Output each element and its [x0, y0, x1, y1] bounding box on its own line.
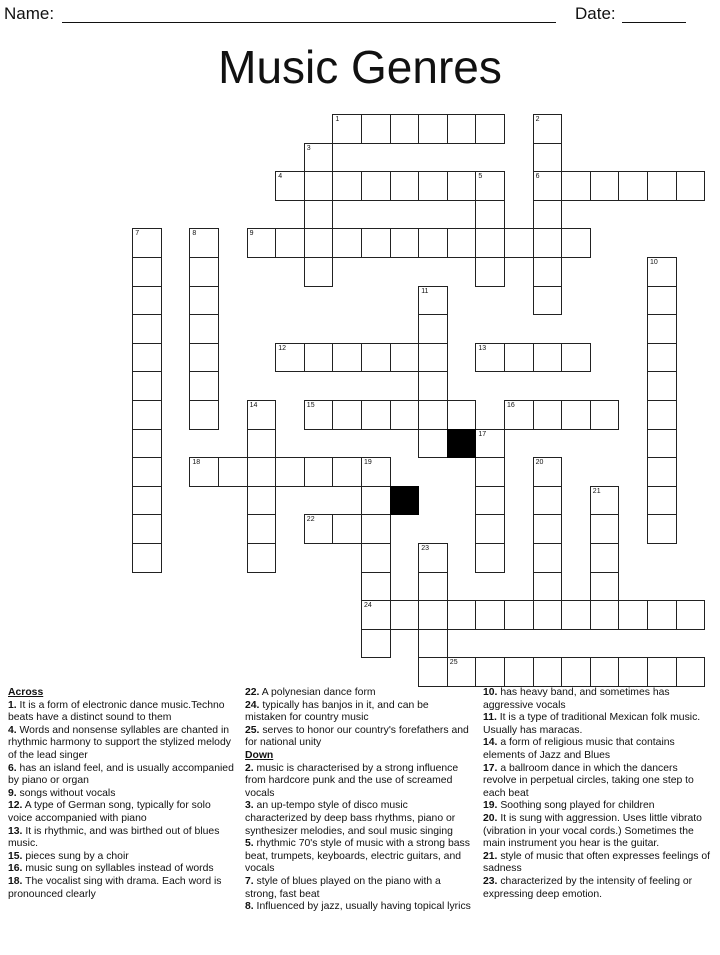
grid-cell[interactable]: [647, 486, 677, 516]
grid-cell[interactable]: [275, 457, 305, 487]
grid-cell[interactable]: [361, 400, 391, 430]
grid-cell[interactable]: [447, 114, 477, 144]
grid-cell[interactable]: [418, 400, 448, 430]
cell-number: 24: [364, 602, 372, 610]
grid-cell[interactable]: [533, 343, 563, 373]
clue-number: 9.: [8, 787, 17, 799]
grid-cell[interactable]: [475, 600, 505, 630]
grid-cell[interactable]: [189, 286, 219, 316]
grid-cell[interactable]: [361, 600, 391, 630]
grid-cell[interactable]: [418, 228, 448, 258]
grid-cell[interactable]: [275, 228, 305, 258]
down-clue-list: [245, 763, 473, 914]
across-clue: [245, 687, 473, 700]
grid-cell[interactable]: [332, 171, 362, 201]
grid-cell[interactable]: [475, 657, 505, 687]
grid-cell[interactable]: [361, 486, 391, 516]
grid-cell[interactable]: [533, 228, 563, 258]
down-clue: [245, 838, 473, 876]
clue-text: It is rhythmic, and was birthed out of blues music.: [8, 825, 220, 850]
clue-number: 3.: [245, 800, 254, 812]
grid-cell[interactable]: [504, 400, 534, 430]
grid-cell[interactable]: [332, 400, 362, 430]
cell-number: 12: [278, 344, 286, 352]
grid-cell[interactable]: [390, 114, 420, 144]
across-clue: [8, 863, 236, 876]
clue-number: 11.: [483, 712, 497, 724]
cell-number: 13: [478, 344, 487, 352]
grid-cell[interactable]: [132, 429, 162, 459]
clue-number: 21.: [483, 850, 498, 862]
grid-cell[interactable]: [475, 257, 505, 287]
grid-cell[interactable]: [533, 257, 563, 287]
across-clue: [8, 700, 236, 725]
grid-cell[interactable]: [533, 457, 563, 487]
clue-number: 4.: [8, 724, 17, 736]
grid-cell[interactable]: [304, 200, 334, 230]
clue-number: 1.: [8, 699, 17, 711]
grid-cell[interactable]: [561, 657, 591, 687]
grid-cell[interactable]: [189, 257, 219, 287]
grid-cell[interactable]: [418, 314, 448, 344]
across-clue: [8, 763, 236, 788]
clue-number: 10.: [483, 687, 498, 698]
grid-cell[interactable]: [647, 257, 677, 287]
grid-cell[interactable]: [189, 371, 219, 401]
clue-text: style of music that often expresses feelings of sadness: [483, 850, 710, 875]
grid-cell[interactable]: [361, 543, 391, 573]
clue-number: 6.: [8, 762, 17, 774]
grid-cell[interactable]: [475, 200, 505, 230]
grid-cell[interactable]: [418, 657, 448, 687]
cell-number: 19: [364, 459, 372, 467]
grid-cell[interactable]: [390, 343, 420, 373]
cell-number: 7: [135, 230, 140, 238]
clue-text: typically has banjos in it, and can be mistaken for country music: [245, 699, 429, 724]
clue-text: rhythmic 70's style of music with a strong bass beat, trumpets, keyboards, electric guitars, and vocals: [245, 838, 470, 875]
grid-cell[interactable]: [561, 400, 591, 430]
grid-cell[interactable]: [561, 228, 591, 258]
grid-cell[interactable]: [475, 114, 505, 144]
clue-number: 13.: [8, 825, 23, 837]
grid-cell[interactable]: [647, 371, 677, 401]
cell-number: 16: [507, 402, 515, 409]
across-clue-list: [8, 700, 236, 902]
grid-cell[interactable]: [132, 371, 162, 401]
clue-number: 20.: [483, 812, 498, 824]
grid-cell[interactable]: [361, 457, 391, 487]
across-clue: [8, 876, 236, 901]
grid-cell[interactable]: [590, 572, 620, 602]
clue-text: a form of religious music that contains elements of Jazz and Blues: [483, 737, 675, 761]
across-clue: [8, 725, 236, 763]
grid-cell[interactable]: [247, 457, 277, 487]
clue-number: 5.: [245, 838, 254, 850]
grid-cell[interactable]: [533, 657, 563, 687]
grid-cell[interactable]: [475, 486, 505, 516]
grid-cell[interactable]: [590, 400, 620, 430]
grid-cell[interactable]: [218, 457, 248, 487]
grid-cell[interactable]: [647, 400, 677, 430]
name-label: Name:: [4, 4, 55, 23]
grid-cell[interactable]: [647, 286, 677, 316]
grid-cell[interactable]: [647, 343, 677, 373]
grid-cell[interactable]: [676, 600, 706, 630]
grid-cell[interactable]: [475, 543, 505, 573]
grid-cell[interactable]: [361, 228, 391, 258]
black-cell: [447, 429, 477, 459]
grid-cell[interactable]: [647, 429, 677, 459]
down-clue: [245, 901, 473, 914]
clue-text: It is a form of electronic dance music.Techno beats have a distinct sound to them: [8, 699, 225, 724]
down-clue: [245, 800, 473, 838]
grid-cell[interactable]: [247, 228, 277, 258]
grid-cell[interactable]: [390, 400, 420, 430]
clue-text: has an island feel, and is usually accompanied by piano or organ: [8, 762, 234, 787]
clue-column-2: [245, 687, 473, 914]
clue-number: 7.: [245, 875, 254, 887]
grid-cell[interactable]: [447, 228, 477, 258]
grid-cell[interactable]: [533, 171, 563, 201]
grid-cell[interactable]: [247, 514, 277, 544]
grid-cell[interactable]: [504, 343, 534, 373]
date-label: Date:: [575, 4, 616, 23]
grid-cell[interactable]: [475, 228, 505, 258]
grid-cell[interactable]: [533, 600, 563, 630]
grid-cell[interactable]: [247, 486, 277, 516]
cell-number: 20: [535, 459, 544, 467]
grid-cell[interactable]: [332, 457, 362, 487]
grid-cell[interactable]: [332, 114, 362, 144]
cell-number: 10: [650, 259, 658, 266]
clue-text: style of blues played on the piano with a strong, fast beat: [245, 875, 441, 900]
clue-number: 15.: [8, 850, 23, 862]
clue-number: 18.: [8, 875, 23, 887]
cell-number: 17: [478, 430, 487, 438]
grid-cell[interactable]: [361, 171, 391, 201]
grid-cell[interactable]: [618, 657, 648, 687]
clue-number: 14.: [483, 737, 498, 749]
grid-cell[interactable]: [533, 143, 563, 173]
clue-text: characterized by the intensity of feeling or expressing deep emotion.: [483, 875, 693, 900]
grid-cell[interactable]: [132, 286, 162, 316]
clue-number: 24.: [245, 699, 260, 711]
grid-cell[interactable]: [304, 171, 334, 201]
grid-cell[interactable]: [590, 657, 620, 687]
cell-number: 4: [278, 173, 283, 181]
grid-cell[interactable]: [647, 514, 677, 544]
clue-number: 22.: [245, 687, 260, 698]
puzzle-title: Music Genres: [218, 41, 502, 93]
clue-text: songs without vocals: [16, 787, 116, 799]
grid-cell[interactable]: [647, 314, 677, 344]
grid-cell[interactable]: [533, 514, 563, 544]
grid-cell[interactable]: [475, 171, 505, 201]
cell-number: 18: [192, 459, 201, 467]
grid-cell[interactable]: [533, 200, 563, 230]
grid-cell[interactable]: [189, 400, 219, 430]
cell-number: 5: [478, 173, 483, 181]
grid-cell[interactable]: [390, 228, 420, 258]
black-cell: [390, 486, 420, 516]
grid-cell[interactable]: [132, 457, 162, 487]
cell-number: 9: [249, 230, 254, 238]
grid-cell[interactable]: [132, 543, 162, 573]
grid-cell[interactable]: [132, 343, 162, 373]
clue-text: A type of German song, typically for solo voice accompanied with piano: [8, 800, 211, 824]
grid-cell[interactable]: [418, 429, 448, 459]
grid-cell[interactable]: [132, 257, 162, 287]
down-clue: [483, 813, 713, 851]
grid-cell[interactable]: [561, 343, 591, 373]
across-clue: [245, 725, 473, 750]
clue-text: Words and nonsense syllables are chanted in rhythmic harmony to support the stylized melody of the lead singer: [8, 724, 231, 761]
clue-text: a ballroom dance in which the dancers revolve in perpetual circles, taking one step to each beat: [483, 762, 694, 799]
clue-text: music sung on syllables instead of words: [22, 863, 214, 875]
grid-cell[interactable]: [647, 600, 677, 630]
cell-number: 8: [192, 230, 197, 238]
across-clue: [8, 788, 236, 801]
cell-number: 23: [421, 545, 429, 552]
grid-cell[interactable]: [533, 114, 563, 144]
down-clue: [483, 687, 713, 712]
grid-cell[interactable]: [447, 171, 477, 201]
grid-cell[interactable]: [533, 486, 563, 516]
grid-cell[interactable]: [590, 600, 620, 630]
grid-cell[interactable]: [247, 400, 277, 430]
grid-cell[interactable]: [475, 457, 505, 487]
grid-cell[interactable]: [647, 457, 677, 487]
grid-cell[interactable]: [304, 143, 334, 173]
grid-cell[interactable]: [132, 486, 162, 516]
clue-text: pieces sung by a choir: [22, 850, 129, 862]
grid-cell[interactable]: [304, 343, 334, 373]
grid-cell[interactable]: [533, 572, 563, 602]
grid-cell[interactable]: [189, 457, 219, 487]
across-heading: Across: [8, 687, 44, 698]
grid-cell[interactable]: [332, 343, 362, 373]
grid-cell[interactable]: [418, 114, 448, 144]
grid-cell[interactable]: [447, 657, 477, 687]
clue-column-1: [8, 687, 236, 901]
grid-cell[interactable]: [304, 514, 334, 544]
grid-cell[interactable]: [361, 514, 391, 544]
cell-number: 14: [249, 402, 258, 409]
cell-number: 25: [449, 659, 458, 667]
clue-text: Soothing song played for children: [497, 800, 655, 812]
cell-number: 3: [306, 144, 311, 152]
grid-cell[interactable]: [418, 371, 448, 401]
cell-number: 2: [535, 116, 540, 123]
grid-cell[interactable]: [561, 600, 591, 630]
grid-cell[interactable]: [304, 257, 334, 287]
grid-cell[interactable]: [361, 572, 391, 602]
grid-cell[interactable]: [275, 171, 305, 201]
down-clue: [483, 876, 713, 901]
grid-cell[interactable]: [561, 171, 591, 201]
grid-cell[interactable]: [418, 171, 448, 201]
across-clue-list-continued: [245, 687, 473, 750]
down-clue: [483, 737, 713, 762]
grid-cell[interactable]: [332, 514, 362, 544]
clue-text: The vocalist sing with drama. Each word is pronounced clearly: [8, 875, 222, 900]
down-clue: [483, 763, 713, 801]
grid-cell[interactable]: [189, 314, 219, 344]
grid-cell[interactable]: [418, 629, 448, 659]
clue-text: serves to honor our country's forefathers and for national unity: [245, 724, 469, 749]
clue-text: has heavy band, and sometimes has aggressive vocals: [483, 687, 670, 711]
grid-cell[interactable]: [189, 343, 219, 373]
grid-cell[interactable]: [504, 228, 534, 258]
clue-text: A polynesian dance form: [259, 687, 376, 698]
grid-cell[interactable]: [189, 228, 219, 258]
cell-number: 11: [421, 287, 429, 295]
grid-cell[interactable]: [361, 629, 391, 659]
grid-cell[interactable]: [533, 543, 563, 573]
grid-cell[interactable]: [304, 228, 334, 258]
grid-cell[interactable]: [332, 228, 362, 258]
down-clue: [483, 851, 713, 876]
clue-text: Influenced by jazz, usually having topical lyrics: [253, 901, 471, 913]
clue-number: 8.: [245, 901, 254, 913]
grid-cell[interactable]: [447, 600, 477, 630]
clue-number: 16.: [8, 863, 23, 875]
cell-number: 22: [306, 516, 315, 524]
clue-number: 19.: [483, 800, 498, 812]
down-clue: [245, 876, 473, 901]
down-clue: [245, 763, 473, 801]
clue-number: 12.: [8, 800, 23, 812]
grid-cell[interactable]: [390, 600, 420, 630]
grid-cell[interactable]: [361, 114, 391, 144]
grid-cell[interactable]: [590, 543, 620, 573]
grid-cell[interactable]: [676, 171, 706, 201]
grid-cell[interactable]: [418, 600, 448, 630]
grid-cell[interactable]: [533, 286, 563, 316]
clue-number: 2.: [245, 762, 254, 774]
grid-cell[interactable]: [475, 514, 505, 544]
clue-text: an up-tempo style of disco music characterized by deep bass rhythms, piano or synthesizer melodies, and soul music singing: [245, 800, 456, 837]
grid-cell[interactable]: [390, 171, 420, 201]
grid-cell[interactable]: [647, 171, 677, 201]
grid-cell[interactable]: [418, 572, 448, 602]
across-clue: [8, 826, 236, 851]
grid-cell[interactable]: [504, 657, 534, 687]
grid-cell[interactable]: [275, 343, 305, 373]
grid-cell[interactable]: [590, 514, 620, 544]
grid-cell[interactable]: [132, 228, 162, 258]
clue-text: It is a type of traditional Mexican folk music. Usually has maracas.: [483, 712, 701, 736]
clue-text: music is characterised by a strong influence from hardcore punk and the use of screamed vocals: [245, 762, 459, 799]
grid-cell[interactable]: [418, 343, 448, 373]
cell-number: 1: [335, 116, 340, 123]
across-clue: [8, 851, 236, 864]
grid-cell[interactable]: [418, 543, 448, 573]
grid-cell[interactable]: [447, 400, 477, 430]
cell-number: 6: [535, 173, 540, 181]
down-clue-list-continued: [483, 687, 713, 901]
across-clue: [8, 800, 236, 825]
grid-cell[interactable]: [418, 286, 448, 316]
down-clue: [483, 800, 713, 813]
grid-cell[interactable]: [504, 600, 534, 630]
clue-number: 17.: [483, 762, 498, 774]
grid-cell[interactable]: [647, 657, 677, 687]
across-clue: [245, 700, 473, 725]
grid-cell[interactable]: [132, 314, 162, 344]
grid-cell[interactable]: [533, 400, 563, 430]
grid-cell[interactable]: [676, 657, 706, 687]
grid-cell[interactable]: [590, 171, 620, 201]
grid-cell[interactable]: [618, 171, 648, 201]
grid-cell[interactable]: [247, 429, 277, 459]
grid-cell[interactable]: [304, 457, 334, 487]
grid-cell[interactable]: [590, 486, 620, 516]
down-clue: [483, 712, 713, 737]
grid-cell[interactable]: [475, 429, 505, 459]
clue-number: 25.: [245, 724, 260, 736]
grid-cell[interactable]: [361, 343, 391, 373]
clue-column-3: [483, 687, 713, 901]
grid-cell[interactable]: [618, 600, 648, 630]
grid-cell[interactable]: [304, 400, 334, 430]
clue-text: It is sung with aggression. Uses little vibrato (vibration in your vocal cords.) Sometimes the main instrument you hear is the guitar.: [483, 812, 702, 850]
cell-number: 15: [306, 402, 315, 409]
grid-cell[interactable]: [132, 400, 162, 430]
down-heading: Down: [245, 749, 274, 761]
clue-number: 23.: [483, 875, 498, 887]
grid-cell[interactable]: [132, 514, 162, 544]
grid-cell[interactable]: [475, 343, 505, 373]
grid-cell[interactable]: [247, 543, 277, 573]
cell-number: 21: [592, 487, 601, 495]
